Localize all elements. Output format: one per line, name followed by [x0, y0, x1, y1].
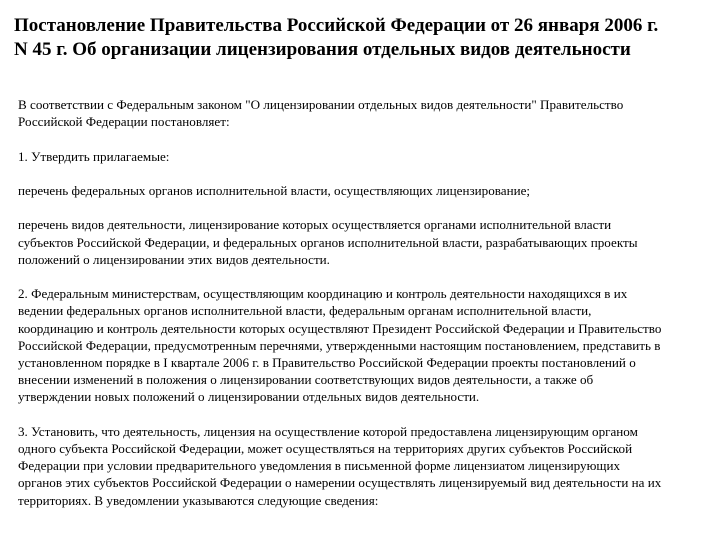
paragraph: [18, 423, 714, 509]
paragraph-line: утверждении новых положений о лицензировании отдельных видов деятельности.: [18, 389, 480, 405]
paragraph-line: установленном порядке в I квартале 2006 г. в Правительство Российской Федерации проекты постановлений о: [18, 354, 636, 370]
document-title-line: Постановление Правительства Российской Федерации от 26 января 2006 г.: [14, 15, 659, 36]
paragraph-line: территориях. В уведомлении указываются следующие сведения:: [18, 492, 379, 508]
paragraph-line: Федерации при условии предварительного уведомления в письменной форме лицензиатом лицензирующих: [18, 458, 620, 474]
paragraph-line: координацию и контроль деятельности которых осуществляют Президент Российской Федерации и Правительство: [18, 320, 662, 336]
paragraph-line: одного субъекта Российской Федерации, может осуществляться на территориях других субъектов Российской: [18, 440, 633, 456]
document-title-line: N 45 г. Об организации лицензирования отдельных видов деятельности: [14, 39, 631, 60]
document-body: [18, 96, 714, 526]
paragraph-line: ведении федеральных органов исполнительной власти, федеральным органам исполнительной власти,: [18, 303, 592, 319]
paragraph-line: Российской Федерации, предусмотренным перечнями, утвержденными настоящим постановлением, представить в: [18, 337, 661, 353]
document-title: [14, 14, 714, 62]
paragraph: [18, 148, 714, 165]
paragraph: [18, 285, 714, 405]
paragraph-line: органов этих субъектов Российской Федерации о намерении осуществлять лицензируемый вид деятельности на их: [18, 475, 662, 491]
paragraph-line: перечень федеральных органов исполнительной власти, осуществляющих лицензирование;: [18, 182, 531, 198]
paragraph-line: 1. Утвердить прилагаемые:: [18, 148, 170, 164]
paragraph-line: внесении изменений в положения о лицензировании соответствующих видов деятельности, а также об: [18, 372, 594, 388]
paragraph-line: 3. Установить, что деятельность, лицензия на осуществление которой предоставлена лицензирующим органом: [18, 423, 638, 439]
paragraph: [18, 96, 714, 130]
paragraph-line: субъектов Российской Федерации, и федеральных органов исполнительной власти, разрабатывающих проекты: [18, 234, 638, 250]
paragraph-line: положений о лицензировании этих видов деятельности.: [18, 251, 330, 267]
paragraph: [18, 216, 714, 268]
paragraph-line: Российской Федерации постановляет:: [18, 114, 230, 130]
paragraph-line: В соответствии с Федеральным законом "О лицензировании отдельных видов деятельности" Правительство: [18, 97, 624, 112]
paragraph-line: 2. Федеральным министерствам, осуществляющим координацию и контроль деятельности находящихся в их: [18, 286, 628, 302]
paragraph: [18, 182, 714, 199]
paragraph-line: перечень видов деятельности, лицензирование которых осуществляется органами исполнительной власти: [18, 217, 612, 233]
